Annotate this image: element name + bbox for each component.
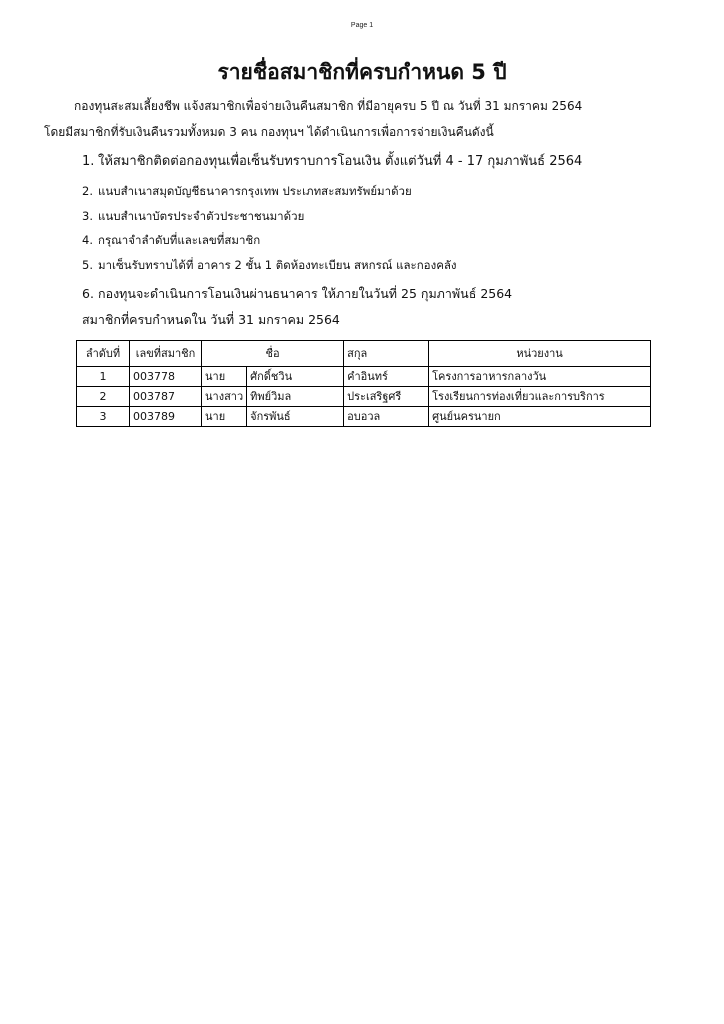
table-row [77,387,651,407]
cell-surname: ประเสริฐศรี [344,387,429,407]
page-number-label: Page 1 [350,22,374,29]
cell-unit: โรงเรียนการท่องเที่ยวและการบริการ [429,387,651,407]
instruction-item-4 [82,232,260,248]
header-name: ชื่อ [202,341,344,367]
cell-member-id: 003778 [130,367,202,387]
cell-first-name: จักรพันธ์ [247,407,344,427]
cell-seq: 3 [77,407,130,427]
cell-unit: ศูนย์นครนายก [429,407,651,427]
instruction-item-6 [82,286,512,302]
table-header-row [77,341,651,367]
cell-first-name: ศักดิ์ชวิน [247,367,344,387]
cell-first-name: ทิพย์วิมล [247,387,344,407]
instruction-text: กองทุนจะดำเนินการโอนเงินผ่านธนาคาร ให้ภายในวันที่ 25 กุมภาพันธ์ 2564 [98,286,513,301]
cell-member-id: 003787 [130,387,202,407]
instruction-number: 3. [82,209,93,223]
instruction-number: 4. [82,233,93,247]
instruction-item-3 [82,208,304,224]
instruction-item-2 [82,183,412,199]
document-title: รายชื่อสมาชิกที่ครบกำหนด 5 ปี [217,60,507,84]
instruction-item-5 [82,257,457,273]
cell-surname: คำอินทร์ [344,367,429,387]
cell-seq: 2 [77,387,130,407]
members-table [76,340,651,427]
intro-paragraph-line-1: กองทุนสะสมเลี้ยงชีพ แจ้งสมาชิกเพื่อจ่ายเงินคืนสมาชิก ที่มีอายุครบ 5 ปี ณ วันที่ 31 มกราคม 2564 [74,99,583,113]
cell-prefix: นางสาว [202,387,247,407]
instruction-number: 6. [82,286,94,301]
instruction-text: แนบสำเนาบัตรประจำตัวประชาชนมาด้วย [98,209,305,223]
intro-paragraph-line-2: โดยมีสมาชิกที่รับเงินคืนรวมทั้งหมด 3 คน กองทุนฯ ได้ดำเนินการเพื่อการจ่ายเงินคืนดังนี้ [44,125,494,139]
cell-seq: 1 [77,367,130,387]
table-row [77,407,651,427]
header-surname: สกุล [344,341,429,367]
cell-prefix: นาย [202,367,247,387]
cell-surname: อบอวล [344,407,429,427]
instruction-text: แนบสำเนาสมุดบัญชีธนาคารกรุงเทพ ประเภทสะสมทรัพย์มาด้วย [98,184,412,198]
instruction-text: มาเซ็นรับทราบได้ที่ อาคาร 2 ชั้น 1 ติดห้องทะเบียน สหกรณ์ และกองคลัง [98,258,457,272]
instruction-text: กรุณาจำลำดับที่และเลขที่สมาชิก [98,233,261,247]
header-member-id: เลขที่สมาชิก [130,341,202,367]
cell-member-id: 003789 [130,407,202,427]
header-seq: ลำดับที่ [77,341,130,367]
instruction-item-1 [82,154,582,170]
cell-prefix: นาย [202,407,247,427]
instruction-number: 2. [82,184,93,198]
instruction-text: ให้สมาชิกติดต่อกองทุนเพื่อเซ็นรับทราบการโอนเงิน ตั้งแต่วันที่ 4 - 17 กุมภาพันธ์ 2564 [98,154,583,169]
instruction-number: 5. [82,258,93,272]
cell-unit: โครงการอาหารกลางวัน [429,367,651,387]
table-row [77,367,651,387]
table-caption: สมาชิกที่ครบกำหนดใน วันที่ 31 มกราคม 2564 [82,312,340,327]
header-unit: หน่วยงาน [429,341,651,367]
instruction-number: 1. [82,154,95,169]
